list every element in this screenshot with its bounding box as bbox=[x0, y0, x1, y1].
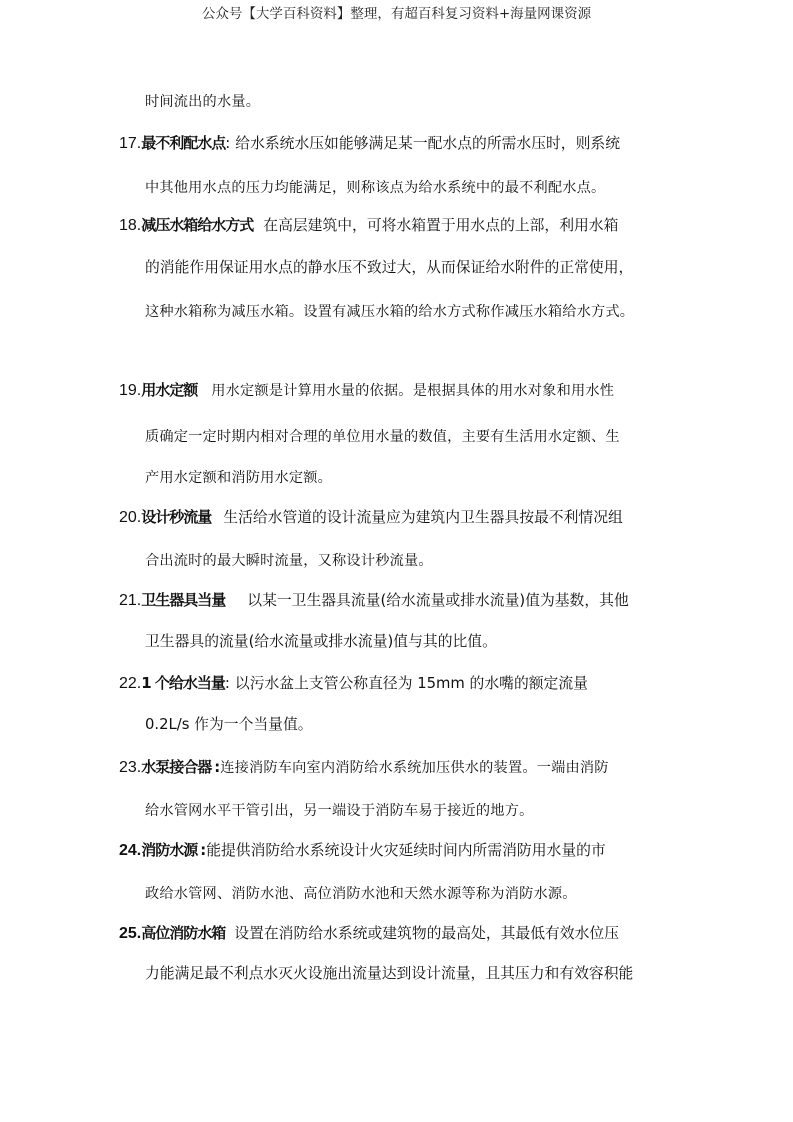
paragraph-text: 质确定一定时期内相对合理的单位用水量的数值，主要有生活用水定额、生 bbox=[145, 429, 620, 445]
paragraph-text: 以某一卫生器具流量(给水流量或排水流量)值为基数，其他 bbox=[247, 592, 629, 609]
term-separator: : bbox=[214, 759, 221, 776]
paragraph-text: 给水系统水压如能够满足某一配水点的所需水压时，则系统 bbox=[235, 135, 620, 152]
paragraph-text: 在高层建筑中，可将水箱置于用水点的上部，利用水箱 bbox=[263, 217, 619, 234]
definition-20-heading bbox=[119, 507, 623, 528]
paragraph-text: 卫生器具的流量(给水流量或排水流量)值与其的比值。 bbox=[145, 633, 497, 650]
definition-18-heading bbox=[119, 215, 618, 236]
page-header: 公众号【大学百科资料】整理，有超百科复习资料+海量网课资源 bbox=[201, 6, 592, 22]
paragraph-text: 中其他用水点的压力均能满足，则称该点为给水系统中的最不利配水点。 bbox=[145, 180, 606, 196]
item-number: 25. bbox=[119, 925, 142, 942]
paragraph-text: 0.2L/s 作为一个当量值。 bbox=[145, 716, 313, 733]
paragraph-text: 的消能作用保证用水点的静水压不致过大，从而保证给水附件的正常使用， bbox=[145, 259, 634, 276]
paragraph-text: 能提供消防给水系统设计火灾延续时间内所需消防用水量的市 bbox=[206, 842, 606, 859]
term-separator: : bbox=[225, 135, 231, 152]
definition-19-heading bbox=[119, 380, 614, 401]
term-title: 消防水源 bbox=[141, 841, 198, 859]
paragraph-text: 以污水盆上支管公称直径为 15mm 的水嘴的额定流量 bbox=[234, 675, 588, 692]
definition-20-line2 bbox=[145, 551, 433, 571]
item-number: 20. bbox=[119, 509, 142, 526]
definition-23-heading bbox=[119, 757, 609, 778]
definition-25-heading bbox=[119, 923, 619, 944]
definition-24-line2 bbox=[145, 884, 577, 904]
definition-18-line3 bbox=[145, 302, 634, 322]
definition-23-line2 bbox=[145, 801, 533, 821]
paragraph-text: 时间流出的水量。 bbox=[145, 94, 261, 110]
term-title: 水泵接合器 bbox=[141, 758, 212, 776]
definition-22-heading bbox=[119, 673, 588, 694]
definition-19-line2 bbox=[145, 427, 620, 447]
term-title: 1 个给水当量 bbox=[141, 674, 225, 692]
item-number: 18. bbox=[119, 217, 142, 234]
item-number: 22. bbox=[119, 675, 142, 692]
term-title: 设计秒流量 bbox=[141, 508, 212, 526]
paragraph-text: 连接消防车向室内消防给水系统加压供水的装置。一端由消防 bbox=[220, 760, 609, 776]
paragraph-text: 用水定额是计算用水量的依据。是根据具体的用水对象和用水性 bbox=[211, 383, 615, 399]
definition-22-line2 bbox=[145, 714, 313, 735]
definition-17-heading bbox=[119, 133, 620, 154]
paragraph-text: 合出流时的最大瞬时流量，又称设计秒流量。 bbox=[145, 553, 433, 569]
term-title: 卫生器具当量 bbox=[141, 591, 226, 609]
definition-17-line2 bbox=[145, 178, 605, 198]
term-separator: : bbox=[224, 675, 230, 692]
term-title: 最不利配水点 bbox=[141, 134, 226, 152]
item-number: 19. bbox=[119, 382, 142, 399]
paragraph-text: 力能满足最不利点水灭火设施出流量达到设计流量，且其压力和有效容积能 bbox=[145, 965, 634, 982]
definition-18-line2 bbox=[145, 258, 633, 278]
term-title: 减压水箱给水方式 bbox=[141, 216, 254, 234]
term-title: 用水定额 bbox=[141, 381, 198, 399]
paragraph-text: 产用水定额和消防用水定额。 bbox=[145, 470, 333, 486]
paragraph-text: 政给水管网、消防水池、高位消防水池和天然水源等称为消防水源。 bbox=[145, 886, 577, 902]
definition-25-line2 bbox=[145, 964, 633, 984]
continuation-line bbox=[145, 92, 260, 112]
item-number: 23. bbox=[119, 759, 142, 776]
item-number: 21. bbox=[119, 592, 142, 609]
item-number: 17. bbox=[119, 135, 142, 152]
term-separator: : bbox=[200, 842, 207, 859]
item-number: 24. bbox=[119, 842, 142, 859]
paragraph-text: 生活给水管道的设计流量应为建筑内卫生器具按最不利情况组 bbox=[223, 509, 623, 526]
definition-21-heading bbox=[119, 590, 629, 611]
paragraph-text: 给水管网水平干管引出，另一端设于消防车易于接近的地方。 bbox=[145, 803, 534, 819]
term-title: 高位消防水箱 bbox=[141, 924, 226, 942]
definition-19-line3 bbox=[145, 468, 332, 488]
definition-24-heading bbox=[119, 840, 606, 861]
paragraph-text: 设置在消防给水系统或建筑物的最高处，其最低有效水位压 bbox=[234, 925, 619, 942]
paragraph-text: 这种水箱称为减压水箱。设置有减压水箱的给水方式称作减压水箱给水方式。 bbox=[145, 304, 635, 320]
definition-21-line2 bbox=[145, 632, 497, 652]
